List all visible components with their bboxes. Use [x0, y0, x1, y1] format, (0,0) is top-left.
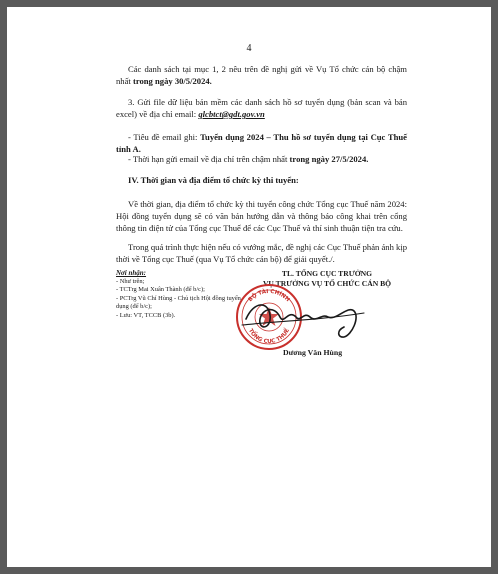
paragraph-text: - Thời hạn gửi email về địa chỉ trên chậm nhất: [128, 154, 290, 164]
recipient-item: - Lưu: VT, TCCB (3b).: [116, 311, 176, 319]
deadline-date: trong ngày 30/5/2024.: [132, 76, 212, 86]
paragraph-closing: Trong quá trình thực hiện nếu có vướng mắc, đề nghị các Cục Thuế phản ánh kịp thời về Tổng cục Thuế (qua Vụ Tổ chức cán bộ) để giải quyết./.: [116, 242, 408, 264]
seal-text-top: BỘ TÀI CHÍNH: [247, 288, 291, 304]
paragraph-text: Các danh sách tại mục 1, 2 nêu trên đề nghị gửi về Vụ Tổ chức cán bộ chậm nhất: [116, 64, 407, 86]
handwritten-signature-icon: [240, 295, 370, 341]
section-heading: IV. Thời gian và địa điểm tổ chức kỳ thi tuyển:: [128, 175, 299, 185]
document-page: [7, 7, 491, 567]
recipient-item: - PCTrg Vũ Chí Hùng - Chủ tịch Hội đồng tuyển dụng (để b/c);: [116, 294, 241, 311]
page-number: 4: [246, 43, 252, 54]
recipients-title: Nơi nhận:: [116, 269, 147, 277]
recipients-block: [116, 269, 251, 321]
paragraph-email-subject: [116, 131, 407, 155]
paragraph-deadline-lists: [116, 63, 407, 87]
paragraph-exam-time: Về thời gian, địa điểm tổ chức kỳ thi tuyển công chức Tổng cục Thuế năm 2024: Hội đồng tuyển dụng sẽ có văn bản hướng dẫn và thông báo công khai trên cổng thông tin điện tử của Tổng cục Thuế để các Cục Thuế và thí sinh thuận tiện tra cứu.: [116, 199, 407, 233]
email-deadline-date: trong ngày 27/5/2024.: [289, 154, 369, 164]
email-link[interactable]: qlcbtct@gdt.gov.vn: [198, 109, 265, 119]
paragraph-text: 3. Gửi file dữ liệu bản mềm các danh sách hồ sơ tuyển dụng (bản scan và bản excel) về địa chỉ email:: [116, 97, 407, 119]
paragraph-email-deadline: [116, 153, 407, 165]
paragraph-text: - Tiêu đề email ghi:: [128, 132, 201, 142]
paragraph-send-files: [116, 96, 407, 120]
seal-text-bottom: TỔNG CỤC THUẾ: [247, 327, 291, 346]
recipient-item: - TCTrg Mai Xuân Thành (để b/c);: [116, 286, 205, 294]
signature-title-line2: VỤ TRƯỞNG VỤ TỔ CHỨC CÁN BỘ: [262, 279, 392, 288]
email-subject: Tuyển dụng 2024 – Thu hồ sơ tuyển dụng tại Cục Thuế tỉnh A.: [116, 132, 407, 154]
recipient-item: - Như trên;: [116, 277, 145, 285]
signer-name: Dương Văn Hùng: [283, 348, 343, 357]
signature-title-line1: TL. TỔNG CỤC TRƯỞNG: [281, 269, 373, 278]
